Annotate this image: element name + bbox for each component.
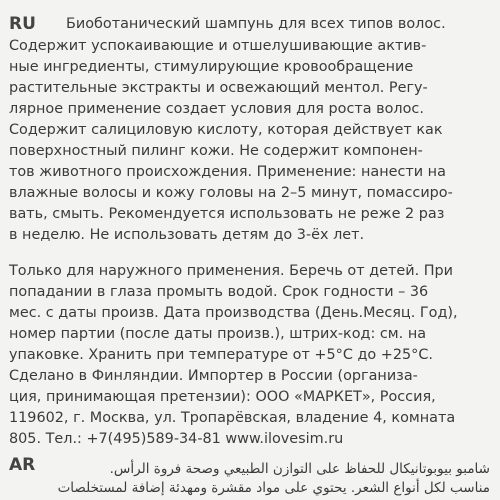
ru-description: Содержит успокаивающие и отшелушивающие актив- ные ингредиенты, стимулирующие кровообращение растительные экстракты и освежающий ментол. Регу- лярное применение создает условия для роста волос. Содержит салициловую кислоту, которая действует как поверхностный пилинг кожи. Не содержит компонен- тов животного происхождения. Применение: нанести на влажные волосы и кожу головы на 2–5 минут, помассиро- вать, смыть. Рекомендуется использовать не реже 2 раз в неделю. Не использовать детям до 3-ёх лет. xyxy=(9,38,453,243)
ru-first-line: Биоботанический шампунь для всех типов волос. xyxy=(66,16,446,32)
ar-text: شامبو بيوبوتانيكال للحفاظ على التوازن الطبيعي وصحة فروة الرأس. مناسب لكل أنواع الشعر. يحتوي على مواد مقشرة ومهدئة إضافة لمستخلصات xyxy=(57,461,490,496)
ru-warnings: Только для наружного применения. Беречь от детей. При попадании в глаза промыть водой. Срок годности – 36 мес. с даты произв. Дата производства (День.Месяц. Год), номер партии (после даты произв.), штрих-код: см. на упаковке. Хранить при температуре от +5°C до +25°C. Сделано в Финляндии. Импортер в России (организа- ция, принимающая претензии): ООО «МАРКЕТ», Россия, 119602, г. Москва, ул. Тропарёвская, владение 4, комната 805. Тел.: +7(495)589-34-81 www.ilovesim.ru xyxy=(9,263,458,447)
lang-label-ar: AR xyxy=(9,455,36,475)
lang-label-ru: RU xyxy=(9,14,36,34)
